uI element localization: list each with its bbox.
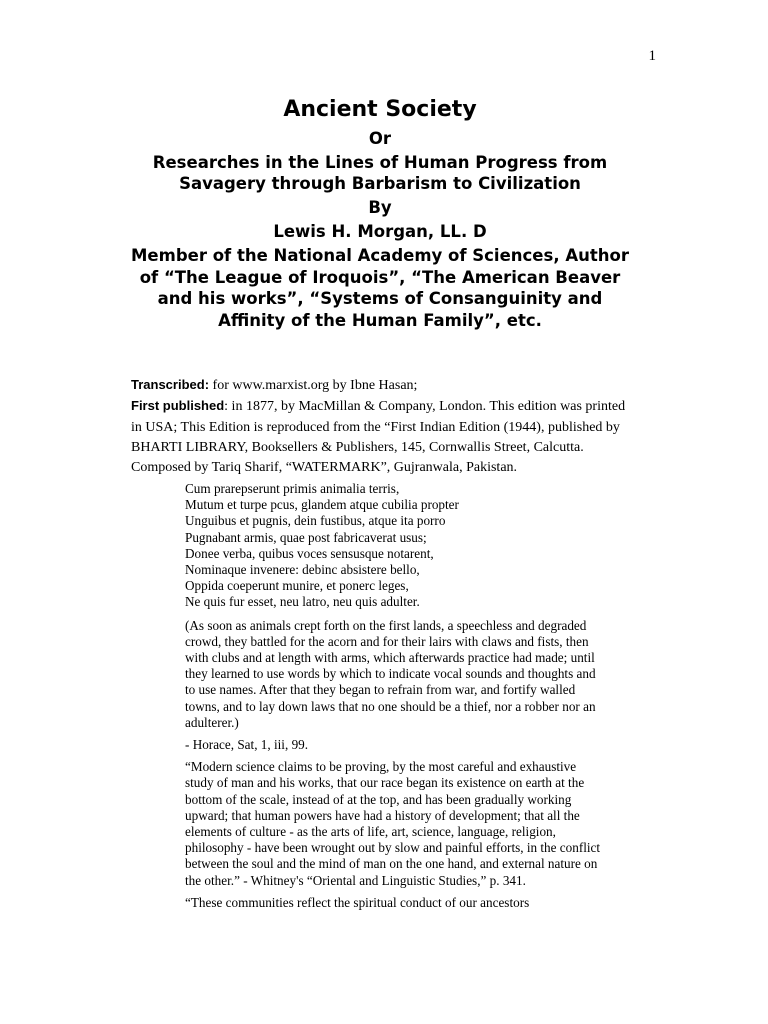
published-line bbox=[131, 396, 631, 478]
title-block bbox=[130, 96, 630, 331]
published-text: : in 1877, by MacMillan & Company, London. This edition was printed in USA; This Edition is reproduced from the “First Indian Edition (1944), published by BHARTI LIBRARY, Booksellers & Publishers, 145, Cornwallis Street, Calcutta. Composed by Tariq Sharif, “WATERMARK”, Gujranwala, Pakistan. bbox=[131, 399, 626, 476]
title-by: By bbox=[368, 198, 392, 217]
poem-line: Unguibus et pugnis, dein fustibus, atque ita porro bbox=[185, 513, 446, 529]
poem-line: Cum prarepserunt primis animalia terris, bbox=[185, 481, 400, 496]
page-number: 1 bbox=[648, 48, 656, 64]
transcribed-line bbox=[131, 375, 631, 396]
document-title: Ancient Society bbox=[283, 97, 477, 122]
publication-info bbox=[131, 375, 631, 478]
author-affiliation: Member of the National Academy of Sciences, Author of “The League of Iroquois”, “The American Beaver and his works”, “Systems of Consanguinity and Affinity of the Human Family”, etc. bbox=[131, 246, 629, 330]
title-or: Or bbox=[368, 129, 392, 148]
poem-line: Oppida coeperunt munire, et ponerc leges, bbox=[185, 578, 409, 594]
poem-line: Donee verba, quibus voces sensusque notarent, bbox=[185, 545, 434, 561]
poem-line: Nominaque invenere: debinc absistere bello, bbox=[185, 562, 420, 578]
poem-citation: - Horace, Sat, 1, iii, 99. bbox=[185, 737, 309, 753]
transcribed-label: Transcribed: bbox=[131, 377, 210, 392]
document-subtitle: Researches in the Lines of Human Progress from Savagery through Barbarism to Civilization bbox=[152, 153, 608, 193]
poem-line: Pugnabant armis, quae post fabricaverat usus; bbox=[185, 529, 427, 545]
published-label: First published bbox=[131, 398, 225, 414]
poem-line: Ne quis fur esset, neu latro, neu quis adulter. bbox=[185, 594, 420, 610]
transcribed-text: for www.marxist.org by Ibne Hasan; bbox=[209, 378, 418, 393]
whitney-quote: “Modern science claims to be proving, by the most careful and exhaustive study of man and his works, that our race began its existence on earth at the bottom of the scale, instead of at the top, and has been gradually working upward; that human powers have had a history of development; that all the elements of culture - as the arts of life, art, science, language, religion, philosophy - have been wrought out by slow and painful efforts, in the conflict between the soul and the mind of man on the one hand, and external nature on the other.” - Whitney's “Oriental and Linguistic Studies,” p. 341. bbox=[185, 759, 601, 888]
poem-line: Mutum et turpe pcus, glandem atque cubilia propter bbox=[185, 497, 459, 513]
latin-poem bbox=[185, 481, 605, 611]
poem-translation: (As soon as animals crept forth on the first lands, a speechless and degraded crowd, they battled for the acorn and for their lairs with claws and fists, then with clubs and at length with arms, which afterwards practice had made; until they learned to use words by which to indicate vocal sounds and thoughts and to use names. After that they began to refrain from war, and fortify walled towns, and to lay down laws that no one should be a thief, nor a robber nor an adulterer.) bbox=[185, 617, 596, 730]
epigraph-block bbox=[185, 481, 605, 917]
final-quote: “These communities reflect the spiritual conduct of our ancestors bbox=[185, 894, 530, 910]
author-name: Lewis H. Morgan, LL. D bbox=[273, 222, 487, 241]
